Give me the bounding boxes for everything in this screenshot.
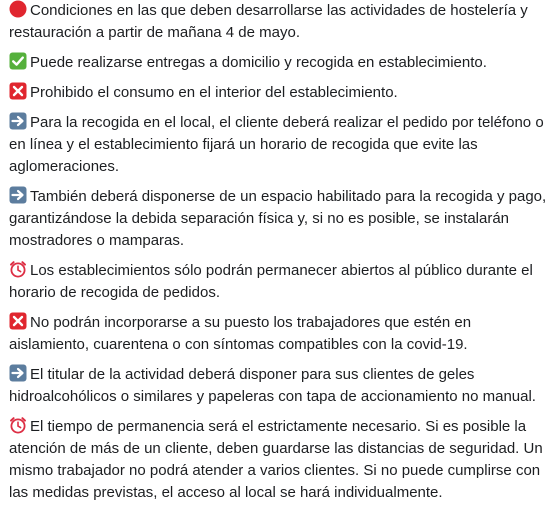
paragraph-text: También deberá disponerse de un espacio habilitado para la recogida y pago, garantizándose la debida separación física y, si no es posible, se instalarán mostradores o mamparas.: [9, 188, 547, 249]
alarm-clock-icon: [9, 260, 27, 278]
paragraph-text: El titular de la actividad deberá disponer para sus clientes de geles hidroalcohólicos o similares y papeleras con tapa de accionamiento no manual.: [9, 366, 536, 405]
paragraph-intro: [9, 0, 547, 44]
paragraph-text: Prohibido el consumo en el interior del establecimiento.: [30, 84, 398, 101]
right-arrow-icon: [9, 364, 27, 382]
red-circle-icon: [9, 0, 27, 18]
red-cross-icon: [9, 312, 27, 330]
paragraph-pickup-order: [9, 112, 547, 178]
paragraph-text: Puede realizarse entregas a domicilio y recogida en establecimiento.: [30, 54, 487, 71]
paragraph-text: No podrán incorporarse a su puesto los trabajadores que estén en aislamiento, cuarentena o con síntomas compatibles con la covid-19.: [9, 314, 472, 353]
paragraph-text: Los establecimientos sólo podrán permanecer abiertos al público durante el horario de recogida de pedidos.: [9, 262, 533, 301]
red-cross-icon: [9, 82, 27, 100]
paragraph-hygiene: [9, 364, 547, 408]
paragraph-text: Para la recogida en el local, el cliente deberá realizar el pedido por teléfono o en línea y el establecimiento fijará un horario de recogida que evite las aglomeraciones.: [9, 114, 544, 175]
paragraph-workers: [9, 312, 547, 356]
paragraph-text: El tiempo de permanencia será el estrictamente necesario. Si es posible la atención de más de un cliente, deben guardarse las distancias de seguridad. Un mismo trabajador no podrá atender a varios clientes. Si no puede cumplirse con las medidas previstas, el acceso al local se hará individualmente.: [9, 418, 543, 501]
paragraph-pickup-space: [9, 186, 547, 252]
right-arrow-icon: [9, 112, 27, 130]
paragraph-stay-time: [9, 416, 547, 504]
alarm-clock-icon: [9, 416, 27, 434]
paragraph-opening-hours: [9, 260, 547, 304]
paragraph-delivery: [9, 52, 547, 74]
right-arrow-icon: [9, 186, 27, 204]
paragraph-text: Condiciones en las que deben desarrollarse las actividades de hostelería y restauración a partir de mañana 4 de mayo.: [9, 2, 528, 41]
paragraph-no-consumption: [9, 82, 547, 104]
green-check-icon: [9, 52, 27, 70]
